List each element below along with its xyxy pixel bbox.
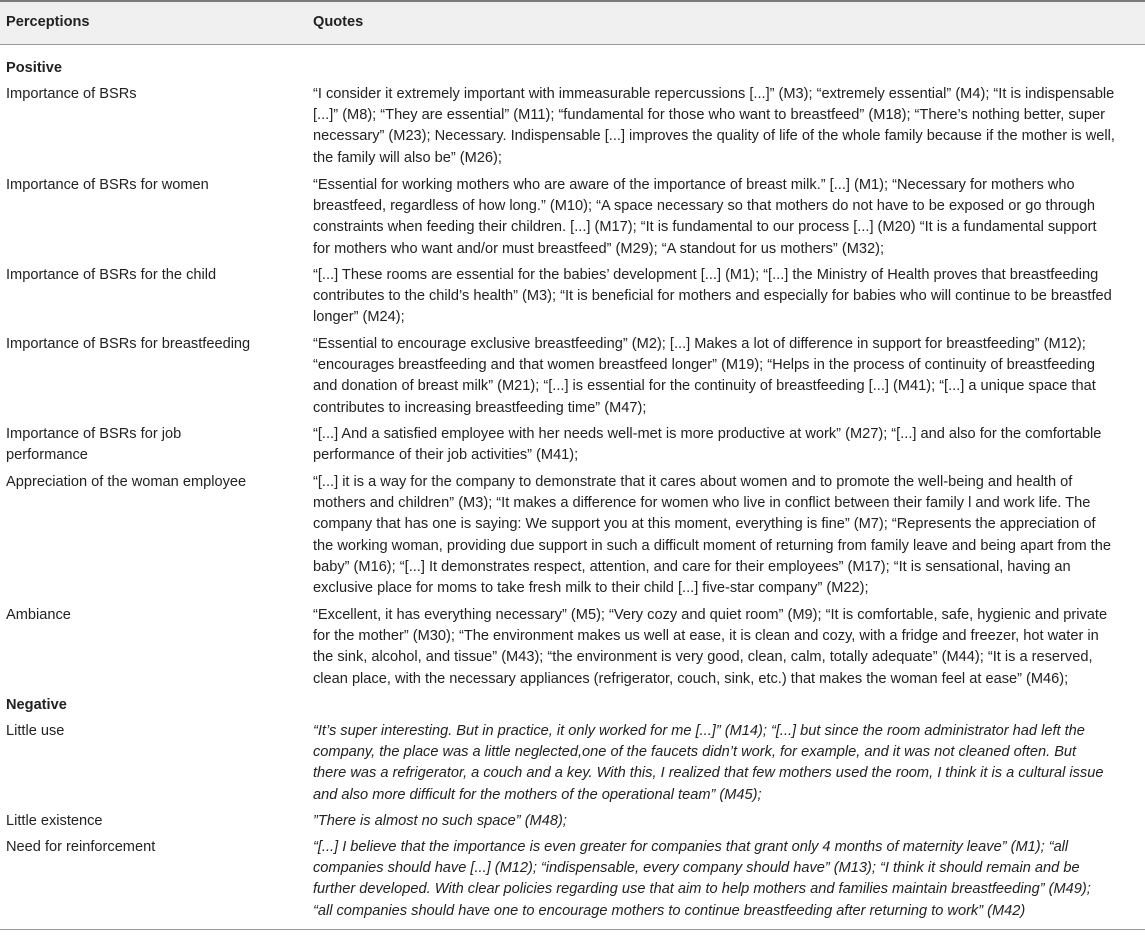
perception-bsrs-for-job-performance (6, 424, 181, 466)
perception-text: Ambiance (6, 607, 71, 623)
perception-importance-of-bsrs (6, 84, 137, 105)
quote-line: clean place, with the necessary appliances (refrigerator, couch, sink, etc.) that makes the woman feel at ease” (M46); (313, 670, 1069, 687)
quote-line: longer” (M24); (313, 309, 405, 326)
quote-line: [...]” (M8); “They are essential” (M11); “fundamental for those who want to breastfeed” (M18); “There’s nothing better, super (313, 107, 1105, 124)
perception-text: Little use (6, 723, 65, 739)
quote-line: company, the place was a little neglected,one of the faucets didn’t work, for example, and it was not cleaned often. But (313, 744, 1077, 761)
quote-line: “encourages breastfeeding and that women breastfeed longer” (M19); “Helps in the process of continuity of breastfeeding (313, 357, 1096, 374)
table-header-row (0, 0, 1145, 44)
quote-line: “[...] These rooms are essential for the babies’ development [...] (M1); “[...] the Ministry of Health proves that breastfeeding (313, 267, 1099, 283)
quote-line: exclusive place for moms to take fresh milk to their child [...] five-star company” (M22); (313, 580, 869, 597)
perception-need-for-reinforcement (6, 837, 155, 858)
perception-text: Importance of BSRs for job (6, 426, 182, 442)
quote-line: and donation of breast milk” (M21); “[...] is essential for the continuity of breastfeeding [...] (M41); “[...] a unique space that (313, 378, 1096, 395)
quote-line: constraints when feeding their children. [...] (M17); “It is fundamental to our process [...] (M20) “It is a fundamental support (313, 219, 1097, 236)
quote-line: “[...] I believe that the importance is even greater for companies that grant only 4 months of maternity leave” (M1); “all (313, 839, 1069, 855)
quote-ambiance (313, 605, 1107, 690)
quote-little-use (313, 721, 1103, 806)
quote-appreciation-woman-employee (313, 472, 1111, 599)
perception-text: Importance of BSRs for breastfeeding (6, 336, 251, 352)
quote-line: the sink, alcohol, and tissue” (M43); “the environment is very good, clean, calm, totally adequate” (M44); “It is a reserved, (313, 649, 1093, 666)
perception-bsrs-for-child (6, 265, 216, 286)
quote-little-existence (313, 811, 567, 832)
quote-line: contributes to the child’s health” (M3); “It is beneficial for mothers and especially for babies who will continue to be breastfed (313, 288, 1112, 305)
quote-line: further developed. With clear policies regarding use that aim to help mothers and families maintain breastfeeding” (M49); (313, 881, 1091, 898)
header-quotes: Quotes (313, 14, 364, 30)
perception-text: performance (6, 447, 88, 464)
perception-little-use (6, 721, 64, 742)
perception-text: Little existence (6, 813, 103, 829)
header-perceptions: Perceptions (6, 14, 90, 30)
perception-bsrs-for-breastfeeding (6, 334, 250, 355)
quote-bsrs-for-women (313, 175, 1097, 260)
quote-line: “all companies should have one to encourage mothers to continue breastfeeding after returning to work” (M42) (313, 902, 1026, 919)
perception-text: Appreciation of the woman employee (6, 474, 247, 490)
top-rule (0, 0, 1145, 2)
quote-line: baby” (M16); “[...] It demonstrates respect, attention, and care for their employees” (M17); “It is sensational, having an (313, 558, 1071, 575)
quote-line: “[...] it is a way for the company to demonstrate that it cares about women and to promote the well-being and health of (313, 474, 1073, 490)
perception-little-existence (6, 811, 103, 832)
quote-line: “Essential to encourage exclusive breastfeeding” (M2); [...] Makes a lot of difference in support for breastfeeding” (M12); (313, 336, 1086, 352)
perception-text: Importance of BSRs for the child (6, 267, 217, 283)
quote-line: for mothers who want and/or must breastfeed” (M29); “A standout for us mothers” (M32); (313, 240, 885, 257)
quote-importance-of-bsrs (313, 84, 1115, 169)
quote-bsrs-for-child (313, 265, 1112, 329)
quote-bsrs-for-job-performance (313, 424, 1101, 466)
quote-line: “Essential for working mothers who are aware of the importance of breast milk.” [...] (M1); “Necessary for mothers who (313, 177, 1075, 193)
perception-text: Importance of BSRs (6, 86, 137, 102)
perception-text: Importance of BSRs for women (6, 177, 209, 193)
quote-line: ”There is almost no such space” (M48); (313, 813, 567, 829)
quote-line: “I consider it extremely important with immeasurable repercussions [...]” (M3); “extremely essential” (M4); “It is indispensable (313, 86, 1115, 102)
quote-line: necessary” (M23); Necessary. Indispensable [...] improves the quality of life of the whole family because if the mother is well, (313, 128, 1115, 145)
quote-line: “Excellent, it has everything necessary” (M5); “Very cozy and quiet room” (M9); “It is comfortable, safe, hygienic and private (313, 607, 1108, 623)
quote-line: contributes to increasing breastfeeding time” (M47); (313, 399, 647, 416)
bottom-rule (0, 929, 1145, 930)
quote-line: the family will also be” (M26); (313, 149, 502, 166)
quote-line: performance of their job activities” (M41); (313, 447, 579, 464)
quote-need-for-reinforcement (313, 837, 1091, 922)
perception-appreciation-woman-employee (6, 472, 246, 493)
quote-line: breastfeed, regardless of how long.” (M10); “A space necessary so that mothers do not have to be exposed or go through (313, 198, 1096, 215)
section-label-positive: Positive (6, 60, 62, 76)
quote-line: “[...] And a satisfied employee with her needs well-met is more productive at work” (M27); “[...] and also for the comfortable (313, 426, 1102, 442)
perception-ambiance (6, 605, 71, 626)
quote-line: there was a refrigerator, a couch and a key. With this, I realized that few mothers used the room, I think it is a cultural issue (313, 765, 1104, 782)
quote-line: “It’s super interesting. But in practice, it only worked for me [...]” (M14); “[...] but since the room administrator had left the (313, 723, 1085, 739)
header-rule (0, 44, 1145, 45)
quote-bsrs-for-breastfeeding (313, 334, 1096, 419)
quote-line: for the mother” (M30); “The environment makes us well at ease, it is clean and cozy, with a fridge and freezer, hot water in (313, 628, 1099, 645)
perception-text: Need for reinforcement (6, 839, 156, 855)
quote-line: mothers and children” (M3); “It makes a difference for women who live in conflict between their family l and work life. The (313, 495, 1091, 512)
perception-bsrs-for-women (6, 175, 209, 196)
section-label-negative: Negative (6, 697, 67, 713)
quote-line: the working woman, providing due support in such a difficult moment of returning from family leave and being apart from the (313, 537, 1111, 554)
quote-line: and also more difficult for the mothers of the operational team” (M45); (313, 786, 762, 803)
quote-line: companies should have [...] (M12); “indispensable, every company should have” (M13); “I think it should remain and be (313, 860, 1080, 877)
quote-line: company that has one is saying: We support you at this moment, everything is fine” (M7); “Represents the appreciation of (313, 516, 1096, 533)
